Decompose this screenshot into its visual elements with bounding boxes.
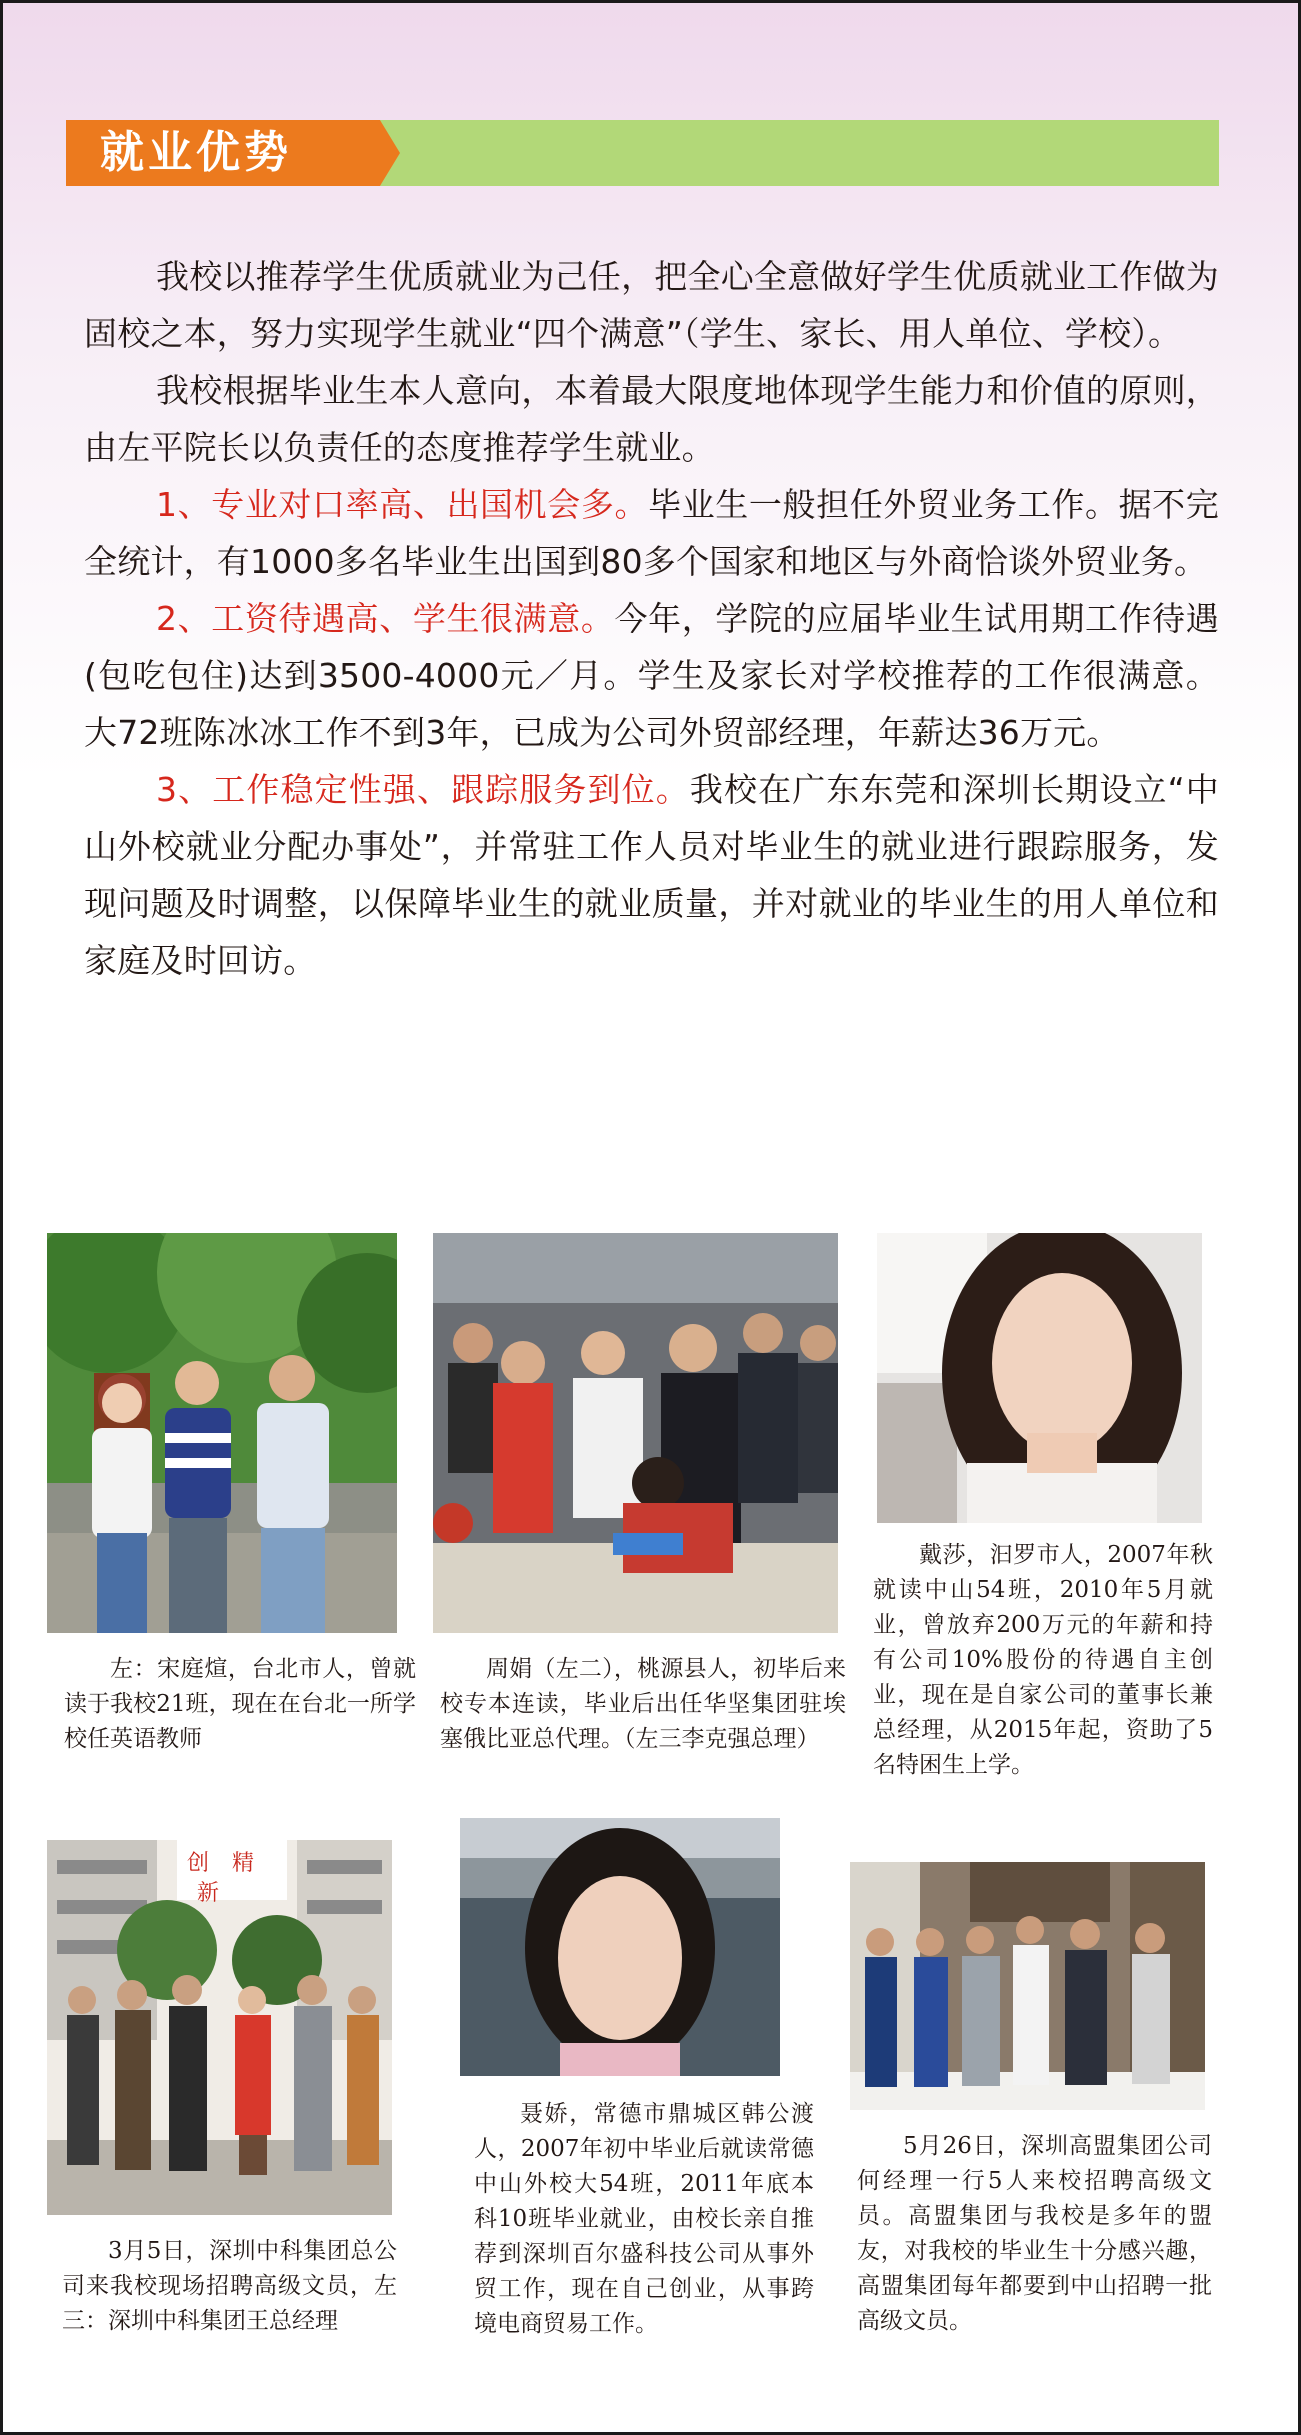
advantage-1-paragraph <box>84 476 1219 590</box>
advantage-3-heading: 3、工作稳定性强、跟踪服务到位。 <box>156 770 690 809</box>
advantage-1-heading: 1、专业对口率高、出国机会多。 <box>156 485 649 524</box>
photo-zhou-juan <box>433 1233 838 1633</box>
photo-song-tingxuan <box>47 1233 397 1633</box>
sign-char-c: 新 <box>197 1881 220 1906</box>
photo-gaomeng-recruitment <box>850 1862 1205 2110</box>
principle-paragraph: 我校根据毕业生本人意向，本着最大限度地体现学生能力和价值的原则，由左平院长以负责任的态度推荐学生就业。 <box>84 371 1219 467</box>
sign-char-a: 创 <box>187 1851 210 1876</box>
article-body <box>84 248 1219 989</box>
photo-zhongke-recruitment <box>47 1840 392 2215</box>
advantage-2-paragraph <box>84 590 1219 761</box>
caption-nie-jiao: 聂娇，常德市鼎城区韩公渡人，2007年初中毕业后就读常德中山外校大54班，2011年底本科10班毕业就业，由校长亲自推荐到深圳百尔盛科技公司从事外贸工作，现在自己创业，从事跨境电商贸易工作。 <box>474 2101 814 2337</box>
photo-nie-jiao <box>460 1818 780 2076</box>
advantage-1-text: 毕业生一般担任外贸业务工作。据不完全统计，有1000多名毕业生出国到80多个国家和地区与外商恰谈外贸业务。 <box>84 485 1219 581</box>
advantage-3-text: 我校在广东东莞和深圳长期设立“中山外校就业分配办事处”，并常驻工作人员对毕业生的就业进行跟踪服务，发现问题及时调整，以保障毕业生的就业质量，并对就业的毕业生的用人单位和家庭及时回访。 <box>84 770 1219 980</box>
section-title: 就业优势 <box>100 127 292 178</box>
photo-dai-sha <box>877 1233 1202 1523</box>
caption-dai-sha: 戴莎，汩罗市人，2007年秋就读中山54班，2010年5月就业，曾放弃200万元的年薪和持有公司10%股份的待遇自主创业，现在是自家公司的董事长兼总经理，从2015年起，资助了5名特困生上学。 <box>873 1542 1213 1778</box>
sign-char-b: 精 <box>232 1851 255 1876</box>
advantage-2-text: 今年，学院的应届毕业生试用期工作待遇(包吃包住)达到3500-4000元／月。学生及家长对学校推荐的工作很满意。大72班陈冰冰工作不到3年，已成为公司外贸部经理，年薪达36万元。 <box>84 599 1219 752</box>
caption-gaomeng-recruitment: 5月26日，深圳高盟集团公司何经理一行5人来校招聘高级文员。高盟集团与我校是多年的盟友，对我校的毕业生十分感兴趣，高盟集团每年都要到中山招聘一批高级文员。 <box>857 2133 1212 2334</box>
caption-zhongke-recruitment: 3月5日，深圳中科集团总公司来我校现场招聘高级文员，左三：深圳中科集团王总经理 <box>62 2238 397 2334</box>
advantage-3-paragraph <box>84 761 1219 989</box>
caption-song-tingxuan: 左：宋庭煊，台北市人，曾就读于我校21班，现在在台北一所学校任英语教师 <box>64 1656 416 1752</box>
advantage-2-heading: 2、工资待遇高、学生很满意。 <box>156 599 615 638</box>
intro-paragraph: 我校以推荐学生优质就业为己任，把全心全意做好学生优质就业工作做为固校之本，努力实现学生就业“四个满意”（学生、家长、用人单位、学校）。 <box>84 257 1219 353</box>
caption-zhou-juan: 周娟（左二），桃源县人，初毕后来校专本连读，毕业后出任华坚集团驻埃塞俄比亚总代理。（左三李克强总理） <box>440 1656 846 1752</box>
